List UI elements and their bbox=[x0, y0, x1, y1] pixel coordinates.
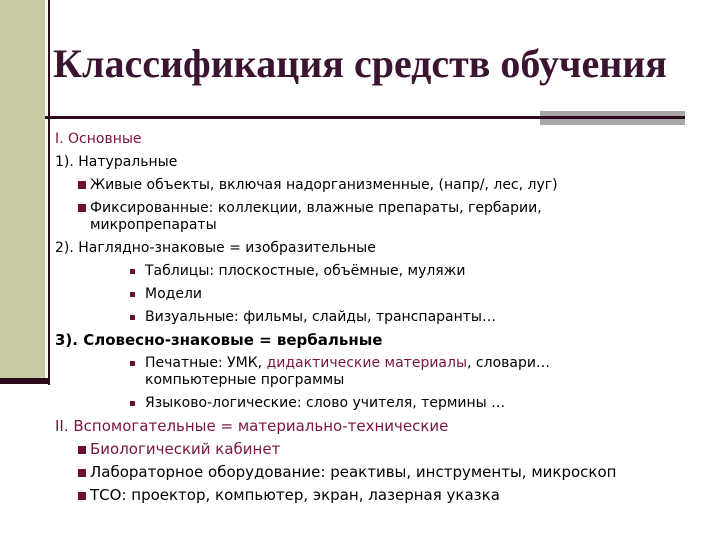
square-bullet-icon bbox=[130, 401, 135, 406]
list-item-continuation: компьютерные программы bbox=[145, 372, 345, 388]
square-bullet-icon bbox=[78, 446, 86, 454]
category-visual-symbolic: 2). Наглядно-знаковые = изобразительные bbox=[55, 240, 376, 256]
list-item: Печатные: УМК, дидактические материалы, словари… bbox=[55, 353, 715, 373]
square-bullet-icon bbox=[130, 361, 135, 366]
list-item: Фиксированные: коллекции, влажные препараты, гербарии, bbox=[55, 198, 715, 218]
category-verbal: 3). Словесно-знаковые = вербальные bbox=[55, 331, 383, 349]
square-bullet-icon bbox=[130, 315, 135, 320]
square-bullet-icon bbox=[78, 204, 86, 212]
slide-title: Классификация средств обучения bbox=[53, 41, 667, 86]
list-item: Визуальные: фильмы, слайды, транспаранты… bbox=[55, 307, 715, 327]
square-bullet-icon bbox=[130, 269, 135, 274]
title-rule bbox=[45, 116, 685, 119]
list-item: Лабораторное оборудование: реактивы, инструменты, микроскоп bbox=[55, 462, 715, 482]
list-item: ТСО: проектор, компьютер, экран, лазерная указка bbox=[55, 485, 715, 505]
square-bullet-icon bbox=[130, 292, 135, 297]
slide-body bbox=[55, 129, 715, 505]
list-item: Таблицы: плоскостные, объёмные, муляжи bbox=[55, 261, 715, 281]
square-bullet-icon bbox=[78, 181, 86, 189]
highlighted-term: дидактические материалы bbox=[266, 355, 468, 371]
list-item: Языково-логические: слово учителя, термины … bbox=[55, 393, 715, 413]
list-item: Модели bbox=[55, 284, 715, 304]
section-heading-auxiliary: II. Вспомогательные = материально-технические bbox=[55, 417, 449, 435]
list-item: Живые объекты, включая надорганизменные, (напр/, лес, луг) bbox=[55, 175, 715, 195]
section-heading-main: I. Основные bbox=[55, 131, 142, 147]
category-natural: 1). Натуральные bbox=[55, 154, 178, 170]
left-decor-foot bbox=[0, 378, 50, 384]
square-bullet-icon bbox=[78, 492, 86, 500]
list-item-continuation: микропрепараты bbox=[90, 217, 217, 233]
list-item: Биологический кабинет bbox=[55, 439, 715, 459]
square-bullet-icon bbox=[78, 469, 86, 477]
